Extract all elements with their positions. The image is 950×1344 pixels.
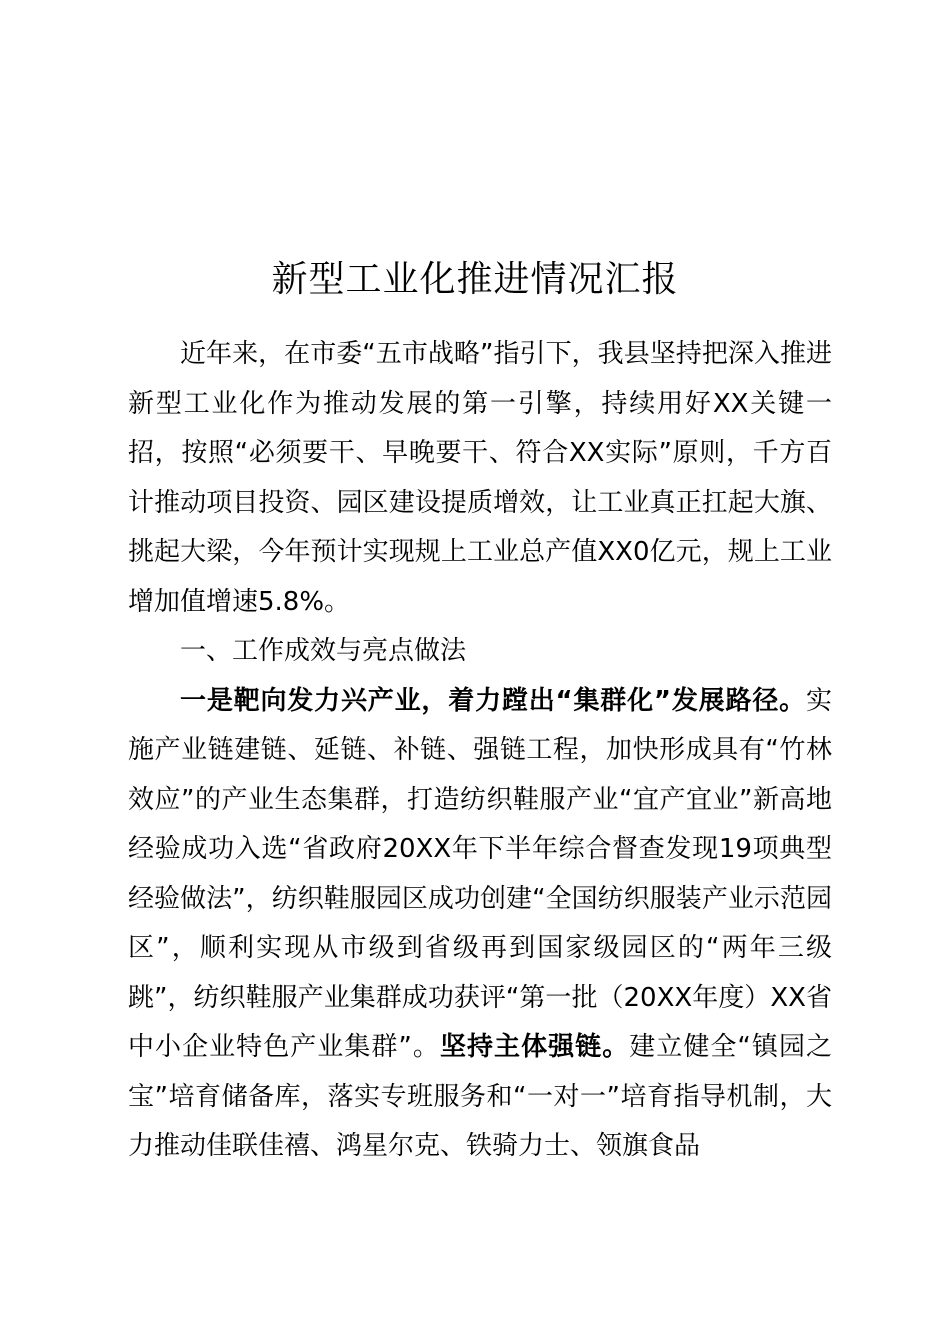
document-title: 新型工业化推进情况汇报 [271,259,679,301]
document-body [128,330,832,1172]
paragraph-lead-bold: 一是靶向发力兴产业，着力蹚出“集群化”发展路径。 [180,685,806,716]
paragraph-industry-cluster [128,677,832,1172]
section-heading: 一、工作成效与亮点做法 [180,636,467,666]
paragraph-text: 实施产业链建链、延链、补链、强链工程，加快形成具有“竹林效应”的产业生态集群，打造纺织鞋服产业“宜产宜业”新高地经验成功入选“省政府20XX年下半年综合督查发现19项典型经验做法”，纺织鞋服园区成功创建“全国纺织服装产业示范园区”，顺利实现从市级到省级再到国家级园区的“两年三级跳”，纺织鞋服产业集群成功获评“第一批（20XX年度）XX省中小企业特色产业集群”。 [128,685,832,1062]
intro-paragraph: 近年来，在市委“五市战略”指引下，我县坚持把深入推进新型工业化作为推动发展的第一引擎，持续用好XX关键一招，按照“必须要干、早晚要干、符合XX实际”原则，千方百计推动项目投资、园区建设提质增效，让工业真正扛起大旗、挑起大梁，今年预计实现规上工业总产值XX0亿元，规上工业增加值增速5.8%。 [128,339,832,617]
paragraph-mid-bold: 坚持主体强链。 [439,1032,630,1062]
paragraph-text-continued: 建立健全“镇园之宝”培育储备库，落实专班服务和“一对一”培育指导机制，大力推动佳联佳禧、鸿星尔克、铁骑力士、领旗食品 [128,1032,832,1161]
